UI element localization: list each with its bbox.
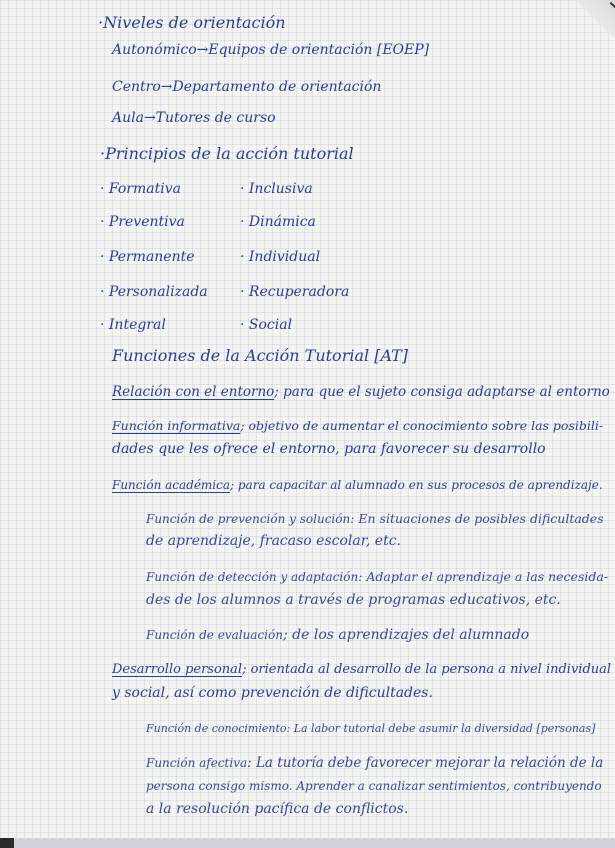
conocimiento-text: : La labor tutorial debe asumir la diversidad [personas] [286,722,596,735]
principio-right: · Social [240,317,293,333]
evaluacion-line [146,626,529,644]
afectiva-text-2: persona consigo mismo. Aprender a canalizar sentimientos, contribuyendo [146,779,602,793]
informativa-head: Función informativa [112,418,241,433]
principio-right: · Dinámica [240,214,316,230]
afectiva-line-1 [146,754,603,772]
desarrollo-text-2: y social, así como prevención de dificultades. [112,685,433,701]
principio-left: · Formativa [100,181,181,197]
principio-left: · Preventiva [100,214,185,230]
relacion-text: ; para que el sujeto consiga adaptarse al entorno [274,384,610,400]
principio-left: · Permanente [100,249,195,265]
prevencion-text-2: de aprendizaje, fracaso escolar, etc. [146,533,401,549]
conocimiento-head: Función de conocimiento [146,722,287,735]
relacion-line [112,383,610,401]
desarrollo-head: Desarrollo personal [112,662,243,677]
nivel-aula: Aula→Tutores de curso [112,110,276,126]
deteccion-line-1 [146,568,608,586]
afectiva-head: Función afectiva [146,756,248,770]
niveles-title: ·Niveles de orientación [98,13,286,32]
nivel-autonomico: Autonómico→Equipos de orientación [EOEP] [112,42,430,58]
page-curl [569,0,615,40]
evaluacion-text: ; de los aprendizajes del alumnado [282,627,530,643]
principio-right: · Recuperadora [240,284,350,300]
page-bottom-edge [0,838,615,848]
evaluacion-head: Función de evaluación [146,628,283,642]
deteccion-head: Función de detección y adaptación [146,570,359,584]
informativa-line-1 [112,417,603,435]
principio-right: · Inclusiva [240,181,313,197]
academica-text: ; para capacitar al alumnado en sus procesos de aprendizaje. [230,478,603,492]
principio-left: · Integral [100,317,166,333]
deteccion-text-1: : Adaptar el aprendizaje a las necesida- [358,569,609,584]
principios-title: ·Principios de la acción tutorial [100,144,354,163]
prevencion-line-1 [146,510,604,528]
prevencion-text-1: : En situaciones de posibles dificultades [350,511,604,526]
afectiva-text-3: a la resolución pacífica de conflictos. [146,801,409,817]
principio-right: · Individual [240,249,321,265]
deteccion-text-2: des de los alumnos a través de programas educativos, etc. [146,592,561,608]
academica-head: Función académica [112,478,231,492]
desarrollo-text-1: ; orientada al desarrollo de la persona a nivel individual [242,662,612,677]
desarrollo-line-1 [112,661,611,679]
prevencion-head: Función de prevención y solución [146,512,351,526]
academica-line [112,476,603,494]
relacion-head: Relación con el entorno [112,384,275,400]
funciones-title: Funciones de la Acción Tutorial [AT] [112,346,409,365]
conocimiento-line [146,720,595,738]
informativa-text-2: dades que les ofrece el entorno, para favorecer su desarrollo [112,441,546,457]
nivel-centro: Centro→Departamento de orientación [112,79,382,95]
afectiva-text-1: : La tutoría debe favorecer mejorar la relación de la [247,755,604,771]
principio-left: · Personalizada [100,284,208,300]
informativa-text-1: ; objetivo de aumentar el conocimiento sobre las posibili- [240,418,604,433]
